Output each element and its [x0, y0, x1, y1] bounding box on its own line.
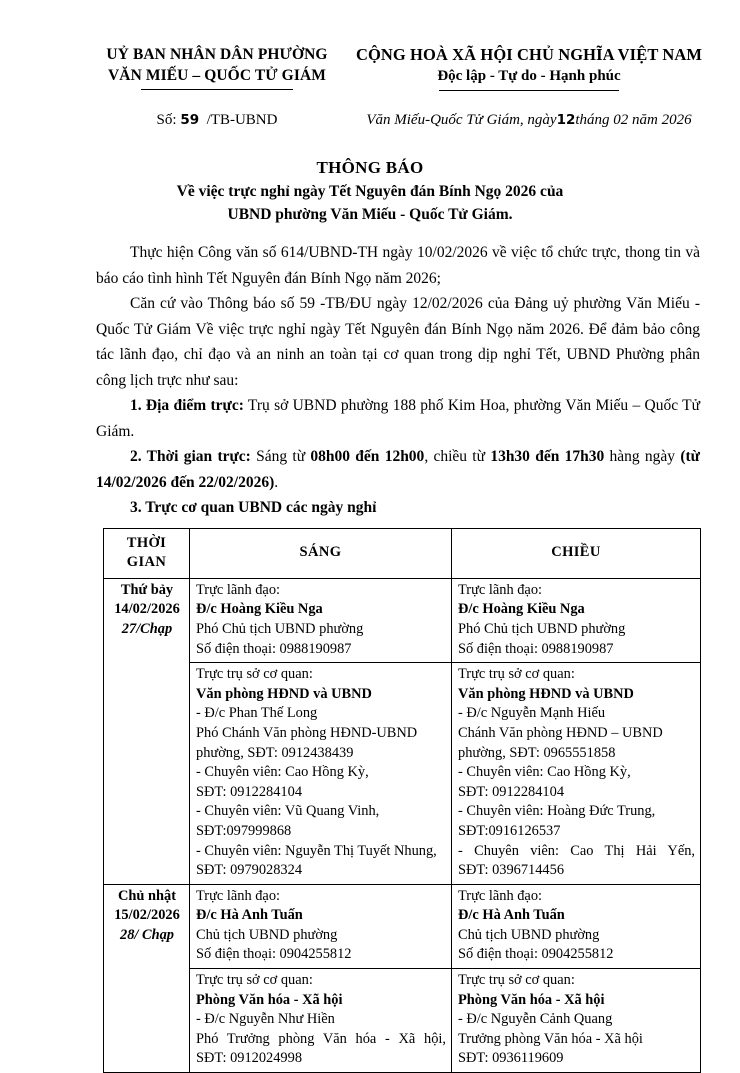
office-unit: Phòng Văn hóa - Xã hội	[196, 991, 343, 1008]
section-2-date-range: (từ 14/02/2026 đến 22/02/2026)	[96, 448, 700, 491]
leader-name: Đ/c Hoàng Kiều Nga	[458, 601, 585, 618]
table-header-row	[104, 528, 701, 578]
leader-name: Đ/c Hà Anh Tuấn	[196, 907, 303, 924]
leader-position: Phó Chủ tịch UBND phường	[458, 620, 626, 637]
column-header-time-line-1: THỜI	[126, 534, 167, 551]
section-1-text: Trụ sở UBND phường 188 phố Kim Hoa, phường Văn Miếu – Quốc Tử Giám.	[96, 397, 701, 440]
leader-position: Chủ tịch UBND phường	[196, 926, 338, 943]
document-title-block	[0, 156, 740, 226]
office-unit: Phòng Văn hóa - Xã hội	[458, 991, 605, 1008]
office-staff-line: SĐT: 0912284104	[196, 783, 303, 800]
leader-position: Phó Chủ tịch UBND phường	[196, 620, 364, 637]
national-heading-block	[354, 44, 704, 91]
national-motto: Độc lập - Tự do - Hạnh phúc	[437, 68, 621, 84]
section-1-location	[96, 393, 700, 444]
section-2-morning-hours: 08h00 đến 12h00	[310, 448, 425, 466]
leader-name: Đ/c Hà Anh Tuấn	[458, 907, 565, 924]
office-staff-line: Chánh Văn phòng HĐND – UBND	[458, 724, 663, 741]
office-staff-line: - Chuyên viên: Nguyễn Thị Tuyết Nhung,	[196, 842, 437, 859]
row-1-afternoon-office-cell	[452, 663, 701, 885]
office-label: Trực trụ sở cơ quan:	[196, 972, 313, 989]
section-2-text-4: .	[274, 473, 279, 491]
section-3-label: 3. Trực cơ quan UBND các ngày nghỉ	[130, 499, 377, 517]
office-staff-line: - Chuyên viên: Cao Thị Hải Yến,	[458, 842, 695, 859]
section-2-afternoon-hours: 13h30 đến 17h30	[490, 448, 605, 466]
office-staff-line: SĐT: 0936119609	[458, 1050, 564, 1067]
title-subtitle-line-1: Về việc trực nghỉ ngày Tết Nguyên đán Bính Ngọ 2026 của	[176, 183, 564, 201]
duty-schedule-body	[104, 578, 701, 1072]
leader-label: Trực lãnh đạo:	[458, 581, 543, 598]
row-2-date: 15/02/2026	[114, 907, 180, 924]
office-label: Trực trụ sở cơ quan:	[458, 972, 575, 989]
document-number	[88, 112, 346, 129]
section-2-label: 2. Thời gian trực:	[130, 448, 251, 466]
leader-name: Đ/c Hoàng Kiều Nga	[196, 601, 323, 618]
authority-line-1: UỶ BAN NHÂN DÂN PHƯỜNG	[106, 46, 328, 63]
place-date-day: 12	[556, 112, 576, 129]
row-1-weekday: Thứ bảy	[120, 581, 174, 598]
row-2-weekday: Chủ nhật	[118, 887, 176, 904]
office-staff-line: - Đ/c Nguyễn Cảnh Quang	[458, 1011, 613, 1028]
table-row	[104, 663, 701, 885]
row-1-afternoon-leader-cell	[452, 578, 701, 662]
duty-schedule-table	[103, 528, 701, 1073]
document-header	[0, 0, 740, 91]
row-2-morning-office-cell	[190, 969, 452, 1073]
leader-label: Trực lãnh đạo:	[196, 887, 281, 904]
leader-position: Chủ tịch UBND phường	[458, 926, 600, 943]
office-staff-line: - Đ/c Nguyễn Như Hiền	[196, 1011, 335, 1028]
document-number-value: 59	[180, 112, 200, 129]
place-date-prefix: Văn Miếu-Quốc Tử Giám, ngày	[366, 112, 557, 129]
issuing-authority-block	[88, 44, 346, 90]
office-staff-line: SĐT:097999868	[196, 822, 292, 839]
row-2-afternoon-office-cell	[452, 969, 701, 1073]
row-1-date: 14/02/2026	[114, 601, 180, 618]
section-3-heading	[96, 495, 700, 521]
row-2-afternoon-leader-cell	[452, 884, 701, 968]
column-header-afternoon: CHIỀU	[452, 528, 701, 578]
row-1-morning-office-cell	[190, 663, 452, 885]
leader-phone: Số điện thoại: 0904255812	[196, 946, 352, 963]
section-2-text-2: , chiều từ	[424, 448, 491, 466]
leader-phone: Số điện thoại: 0988190987	[196, 640, 352, 657]
table-row	[104, 884, 701, 968]
section-2-schedule	[96, 444, 700, 495]
office-staff-line: Trưởng phòng Văn hóa - Xã hội	[458, 1030, 643, 1047]
office-label: Trực trụ sở cơ quan:	[196, 666, 313, 683]
row-2-lunar-date: 28/ Chạp	[120, 926, 174, 943]
document-body	[0, 240, 740, 521]
office-staff-line: phường, SĐT: 0965551858	[458, 744, 616, 761]
office-staff-line: phường, SĐT: 0912438439	[196, 744, 354, 761]
office-staff-line: - Chuyên viên: Vũ Quang Vinh,	[196, 803, 380, 820]
office-staff-line: Phó Chánh Văn phòng HĐND-UBND	[196, 724, 418, 741]
row-1-date-cell	[104, 578, 190, 884]
table-row	[104, 578, 701, 662]
office-staff-line: SĐT: 0912284104	[458, 783, 565, 800]
column-header-morning: SÁNG	[190, 528, 452, 578]
office-staff-line: SĐT: 0396714456	[458, 862, 565, 879]
section-2-text-1: Sáng từ	[250, 448, 311, 466]
leader-phone: Số điện thoại: 0988190987	[458, 640, 614, 657]
place-date-suffix: tháng 02 năm 2026	[575, 112, 692, 129]
column-header-time-line-2: GIAN	[126, 553, 167, 570]
leader-label: Trực lãnh đạo:	[458, 887, 543, 904]
column-header-time	[104, 528, 190, 578]
leader-phone: Số điện thoại: 0904255812	[458, 946, 614, 963]
office-staff-line: SĐT: 0979028324	[196, 862, 303, 879]
row-2-date-cell	[104, 884, 190, 1072]
leader-label: Trực lãnh đạo:	[196, 581, 281, 598]
office-label: Trực trụ sở cơ quan:	[458, 666, 575, 683]
office-staff-line: - Đ/c Phan Thế Long	[196, 705, 318, 722]
office-staff-line: - Chuyên viên: Cao Hồng Kỳ,	[458, 764, 631, 781]
office-staff-line: - Chuyên viên: Hoàng Đức Trung,	[458, 803, 656, 820]
number-and-date-row	[0, 112, 740, 129]
paragraph-legal-basis-1: Thực hiện Công văn số 614/UBND-TH ngày 10/02/2026 về việc tổ chức trực, thong tin và báo cáo tình hình Tết Nguyên đán Bính Ngọ năm 2026;	[96, 244, 700, 287]
office-unit: Văn phòng HĐND và UBND	[196, 685, 372, 702]
authority-underline	[141, 89, 293, 90]
country-name: CỘNG HOÀ XÃ HỘI CHỦ NGHĨA VIỆT NAM	[355, 45, 703, 64]
office-staff-line: - Đ/c Nguyễn Mạnh Hiếu	[458, 705, 606, 722]
section-1-label: 1. Địa điểm trực:	[130, 397, 244, 415]
office-staff-line: - Chuyên viên: Cao Hồng Kỳ,	[196, 764, 369, 781]
authority-line-2: VĂN MIẾU – QUỐC TỬ GIÁM	[107, 67, 326, 84]
title-subtitle-line-2: UBND phường Văn Miếu - Quốc Tử Giám.	[227, 206, 513, 224]
section-2-text-3: hàng ngày	[604, 448, 681, 466]
row-1-morning-leader-cell	[190, 578, 452, 662]
document-number-suffix: /TB-UBND	[206, 112, 278, 129]
row-2-morning-leader-cell	[190, 884, 452, 968]
motto-underline	[439, 90, 619, 91]
document-number-prefix: Số:	[156, 112, 177, 129]
office-staff-line: Phó Trưởng phòng Văn hóa - Xã hội,	[196, 1030, 446, 1047]
office-unit: Văn phòng HĐND và UBND	[458, 685, 634, 702]
paragraph-legal-basis-2: Căn cứ vào Thông báo số 59 -TB/ĐU ngày 12/02/2026 của Đảng uỷ phường Văn Miếu - Quốc Tử Giám Về việc trực nghỉ ngày Tết Nguyên đán Bính Ngọ năm 2026. Để đảm bảo công tác lãnh đạo, chỉ đạo và an ninh an toàn tại cơ quan trong dịp nghỉ Tết, UBND Phường phân công lịch trực như sau:	[96, 295, 700, 389]
row-1-lunar-date: 27/Chạp	[121, 620, 173, 637]
page-title: THÔNG BÁO	[316, 158, 424, 178]
table-row	[104, 969, 701, 1073]
office-staff-line: SĐT:0916126537	[458, 822, 561, 839]
office-staff-line: SĐT: 0912024998	[196, 1050, 303, 1067]
place-and-date	[354, 112, 704, 129]
duty-schedule-table-wrapper	[0, 528, 740, 1073]
